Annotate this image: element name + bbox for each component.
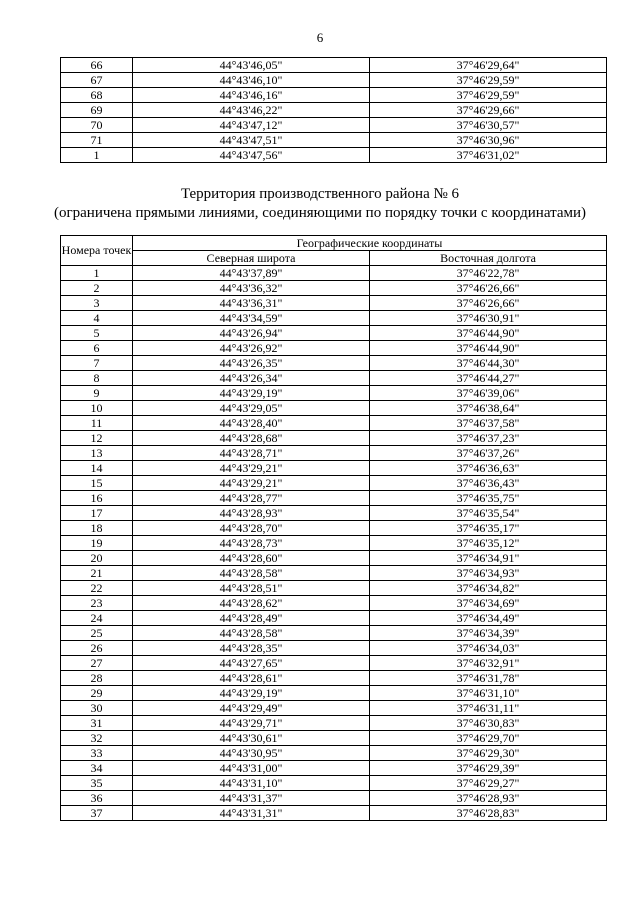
table-row [61,701,607,716]
latitude-cell: 44°43'28,71" [133,446,370,461]
point-number-cell: 9 [61,386,133,401]
point-number-cell: 3 [61,296,133,311]
point-number-cell: 68 [61,88,133,103]
header-point-number: Номера точек [61,236,133,266]
table-row [61,296,607,311]
longitude-cell: 37°46'36,43" [370,476,607,491]
longitude-cell: 37°46'28,83" [370,806,607,821]
latitude-cell: 44°43'31,31" [133,806,370,821]
point-number-cell: 1 [61,148,133,163]
longitude-cell: 37°46'34,93" [370,566,607,581]
latitude-cell: 44°43'47,12" [133,118,370,133]
longitude-cell: 37°46'35,12" [370,536,607,551]
header-longitude: Восточная долгота [370,251,607,266]
coordinates-table-body [61,266,607,821]
table-row [61,491,607,506]
latitude-cell: 44°43'31,00" [133,761,370,776]
table-row [61,791,607,806]
table-row [61,506,607,521]
longitude-cell: 37°46'29,70" [370,731,607,746]
point-number-cell: 6 [61,341,133,356]
table-row [61,806,607,821]
point-number-cell: 67 [61,73,133,88]
point-number-cell: 12 [61,431,133,446]
table-row [61,716,607,731]
table-row [61,566,607,581]
table-row [61,341,607,356]
table-row [61,356,607,371]
latitude-cell: 44°43'27,65" [133,656,370,671]
point-number-cell: 30 [61,701,133,716]
latitude-cell: 44°43'28,49" [133,611,370,626]
point-number-cell: 21 [61,566,133,581]
point-number-cell: 26 [61,641,133,656]
point-number-cell: 28 [61,671,133,686]
point-number-cell: 32 [61,731,133,746]
table-row [61,73,607,88]
point-number-cell: 16 [61,491,133,506]
longitude-cell: 37°46'37,23" [370,431,607,446]
point-number-cell: 36 [61,791,133,806]
longitude-cell: 37°46'34,82" [370,581,607,596]
longitude-cell: 37°46'44,90" [370,341,607,356]
table-row [61,431,607,446]
latitude-cell: 44°43'26,35" [133,356,370,371]
point-number-cell: 25 [61,626,133,641]
latitude-cell: 44°43'26,94" [133,326,370,341]
table-row [61,88,607,103]
point-number-cell: 31 [61,716,133,731]
point-number-cell: 13 [61,446,133,461]
longitude-cell: 37°46'29,39" [370,761,607,776]
latitude-cell: 44°43'26,92" [133,341,370,356]
latitude-cell: 44°43'36,32" [133,281,370,296]
longitude-cell: 37°46'26,66" [370,281,607,296]
latitude-cell: 44°43'28,35" [133,641,370,656]
table-row [61,776,607,791]
longitude-cell: 37°46'32,91" [370,656,607,671]
latitude-cell: 44°43'28,58" [133,626,370,641]
longitude-cell: 37°46'28,93" [370,791,607,806]
latitude-cell: 44°43'29,49" [133,701,370,716]
longitude-cell: 37°46'31,10" [370,686,607,701]
longitude-cell: 37°46'31,78" [370,671,607,686]
longitude-cell: 37°46'36,63" [370,461,607,476]
latitude-cell: 44°43'46,16" [133,88,370,103]
longitude-cell: 37°46'35,17" [370,521,607,536]
table-row [61,581,607,596]
point-number-cell: 24 [61,611,133,626]
point-number-cell: 22 [61,581,133,596]
latitude-cell: 44°43'28,51" [133,581,370,596]
longitude-cell: 37°46'29,27" [370,776,607,791]
longitude-cell: 37°46'29,64" [370,58,607,73]
table-row [61,446,607,461]
latitude-cell: 44°43'29,71" [133,716,370,731]
longitude-cell: 37°46'29,59" [370,73,607,88]
longitude-cell: 37°46'34,49" [370,611,607,626]
longitude-cell: 37°46'38,64" [370,401,607,416]
longitude-cell: 37°46'39,06" [370,386,607,401]
table-row [61,656,607,671]
table-row [61,641,607,656]
latitude-cell: 44°43'47,51" [133,133,370,148]
point-number-cell: 18 [61,521,133,536]
latitude-cell: 44°43'26,34" [133,371,370,386]
point-number-cell: 66 [61,58,133,73]
table-row [61,326,607,341]
table-row [61,671,607,686]
latitude-cell: 44°43'46,05" [133,58,370,73]
longitude-cell: 37°46'34,69" [370,596,607,611]
table-row [61,536,607,551]
longitude-cell: 37°46'26,66" [370,296,607,311]
latitude-cell: 44°43'28,73" [133,536,370,551]
section-subtitle: (ограничена прямыми линиями, соединяющими по порядку точки с координатами) [53,205,587,221]
latitude-cell: 44°43'29,21" [133,461,370,476]
latitude-cell: 44°43'28,93" [133,506,370,521]
longitude-cell: 37°46'30,57" [370,118,607,133]
point-number-cell: 10 [61,401,133,416]
point-number-cell: 20 [61,551,133,566]
page-number: 6 [316,30,324,45]
longitude-cell: 37°46'30,91" [370,311,607,326]
table-row [61,401,607,416]
longitude-cell: 37°46'35,75" [370,491,607,506]
longitude-cell: 37°46'29,59" [370,88,607,103]
table-row [61,686,607,701]
longitude-cell: 37°46'37,58" [370,416,607,431]
latitude-cell: 44°43'34,59" [133,311,370,326]
longitude-cell: 37°46'44,90" [370,326,607,341]
point-number-cell: 5 [61,326,133,341]
latitude-cell: 44°43'28,68" [133,431,370,446]
point-number-cell: 33 [61,746,133,761]
table-row [61,476,607,491]
latitude-cell: 44°43'29,21" [133,476,370,491]
longitude-cell: 37°46'22,78" [370,266,607,281]
table-row [61,731,607,746]
table-row [61,311,607,326]
point-number-cell: 37 [61,806,133,821]
point-number-cell: 27 [61,656,133,671]
table-row [61,611,607,626]
longitude-cell: 37°46'29,30" [370,746,607,761]
latitude-cell: 44°43'47,56" [133,148,370,163]
latitude-cell: 44°43'28,62" [133,596,370,611]
point-number-cell: 8 [61,371,133,386]
coordinates-table-continued [60,57,607,163]
table-row [61,746,607,761]
point-number-cell: 71 [61,133,133,148]
point-number-cell: 29 [61,686,133,701]
table-row [61,58,607,73]
table-row [61,551,607,566]
latitude-cell: 44°43'36,31" [133,296,370,311]
longitude-cell: 37°46'30,96" [370,133,607,148]
latitude-cell: 44°43'46,10" [133,73,370,88]
point-number-cell: 14 [61,461,133,476]
table-row [61,266,607,281]
section-title: Территория производственного района № 6 [180,186,460,202]
longitude-cell: 37°46'37,26" [370,446,607,461]
point-number-cell: 23 [61,596,133,611]
latitude-cell: 44°43'30,95" [133,746,370,761]
point-number-cell: 15 [61,476,133,491]
longitude-cell: 37°46'44,30" [370,356,607,371]
point-number-cell: 4 [61,311,133,326]
latitude-cell: 44°43'28,60" [133,551,370,566]
latitude-cell: 44°43'29,19" [133,386,370,401]
point-number-cell: 19 [61,536,133,551]
latitude-cell: 44°43'46,22" [133,103,370,118]
latitude-cell: 44°43'28,77" [133,491,370,506]
latitude-cell: 44°43'28,40" [133,416,370,431]
longitude-cell: 37°46'34,91" [370,551,607,566]
latitude-cell: 44°43'29,05" [133,401,370,416]
table-row [61,521,607,536]
longitude-cell: 37°46'30,83" [370,716,607,731]
table-row [61,761,607,776]
point-number-cell: 69 [61,103,133,118]
longitude-cell: 37°46'34,39" [370,626,607,641]
table-row [61,133,607,148]
table-row [61,626,607,641]
longitude-cell: 37°46'44,27" [370,371,607,386]
point-number-cell: 35 [61,776,133,791]
point-number-cell: 1 [61,266,133,281]
latitude-cell: 44°43'29,19" [133,686,370,701]
point-number-cell: 17 [61,506,133,521]
latitude-cell: 44°43'30,61" [133,731,370,746]
longitude-cell: 37°46'35,54" [370,506,607,521]
point-number-cell: 7 [61,356,133,371]
table-row [61,148,607,163]
table-row [61,461,607,476]
table-row [61,281,607,296]
table-row [61,596,607,611]
latitude-cell: 44°43'28,70" [133,521,370,536]
point-number-cell: 2 [61,281,133,296]
point-number-cell: 34 [61,761,133,776]
point-number-cell: 11 [61,416,133,431]
coordinates-table-continued-body [61,58,607,163]
table-row [61,118,607,133]
latitude-cell: 44°43'28,61" [133,671,370,686]
longitude-cell: 37°46'31,02" [370,148,607,163]
longitude-cell: 37°46'34,03" [370,641,607,656]
latitude-cell: 44°43'31,10" [133,776,370,791]
latitude-cell: 44°43'28,58" [133,566,370,581]
table-row [61,103,607,118]
table-row [61,371,607,386]
longitude-cell: 37°46'31,11" [370,701,607,716]
point-number-cell: 70 [61,118,133,133]
header-geo-coords: Географические координаты [133,236,607,251]
coordinates-table [60,235,607,821]
longitude-cell: 37°46'29,66" [370,103,607,118]
latitude-cell: 44°43'31,37" [133,791,370,806]
latitude-cell: 44°43'37,89" [133,266,370,281]
table-row [61,386,607,401]
header-latitude: Северная широта [133,251,370,266]
table-row [61,416,607,431]
